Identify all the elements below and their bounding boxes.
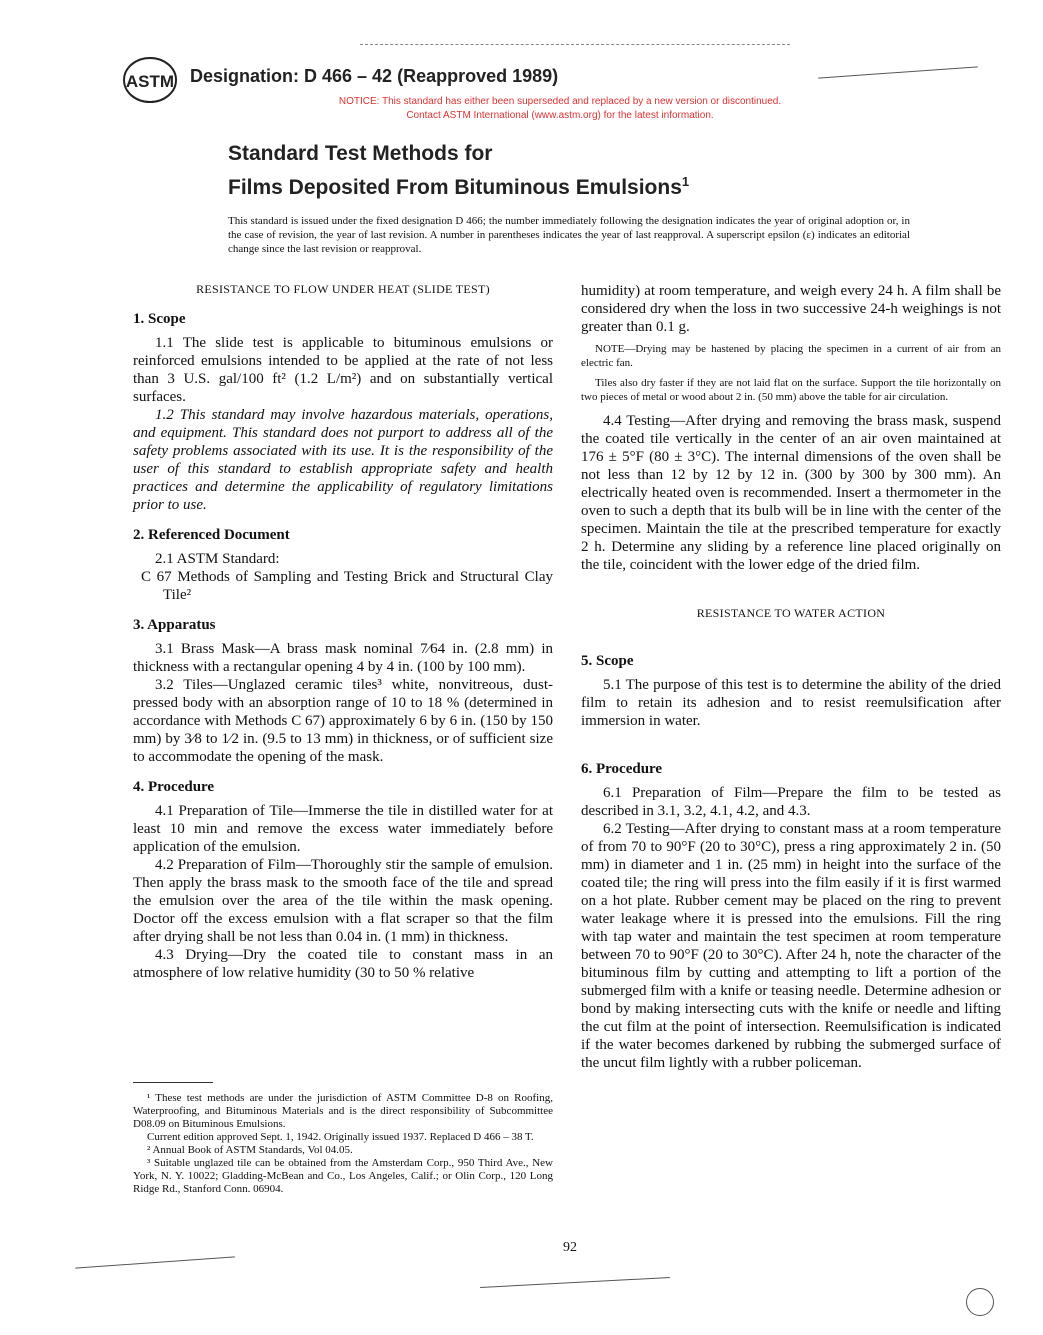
paragraph: 4.3 Drying—Dry the coated tile to constant mass in an atmosphere of low relative humidity (30 to 50 % relative <box>133 947 553 981</box>
section-heading: 2. Referenced Document <box>133 527 290 543</box>
paragraph: 4.2 Preparation of Film—Thoroughly stir the sample of emulsion. Then apply the brass mask to the smooth face of the tile and spread the emulsion over the area of the tile within the mask opening. Doctor off the excess emulsion with a flat scraper so that the film after drying shall be not less than 0.04 in. (1 mm) in thickness. <box>133 857 553 945</box>
right-column <box>581 282 1001 1072</box>
title-footnote-ref: 1 <box>681 174 690 189</box>
notice-line-1: NOTICE: This standard has either been superseded and replaced by a new version or discontinued. <box>338 96 782 107</box>
supersede-notice <box>300 95 820 123</box>
left-column <box>133 280 553 982</box>
paragraph-continued: humidity) at room temperature, and weigh every 24 h. A film shall be considered dry when the loss in two successive 24-h weighings is not greater than 0.1 g. <box>581 283 1001 335</box>
footnote-1: ¹ These test methods are under the jurisdiction of ASTM Committee D-8 on Roofing, Waterproofing, and Bituminous Materials and is the direct responsibility of Subcommittee D08.09 on Bituminous Emulsions. <box>133 1092 553 1130</box>
paragraph: 1.1 The slide test is applicable to bituminous emulsions or reinforced emulsions intended to be applied at the rate of not less than 3 U.S. gal/100 ft² (1.2 L/m²) and on substantially vertical surfaces. <box>133 335 553 405</box>
paragraph: 4.1 Preparation of Tile—Immerse the tile in distilled water for at least 10 min and remove the excess water immediately before application of the emulsion. <box>133 803 553 855</box>
paragraph-safety: 1.2 This standard may involve hazardous materials, operations, and equipment. This standard does not purport to address all of the safety problems associated with its use. It is the responsibility of the user of this standard to establish appropriate safety and health practices and determine the applicability of regulatory limitations prior to use. <box>133 407 553 513</box>
paragraph: 4.4 Testing—After drying and removing the brass mask, suspend the coated tile vertically in the center of an air oven maintained at 176 ± 5°F (80 ± 3°C). The internal dimensions of the oven shall be not less than 12 by 12 by 12 in. (300 by 300 by 300 mm). An electrically heated oven is recommended. Insert a thermometer in the oven to such a depth that its bulb will be in line with the center of the specimen. Maintain the tile at the prescribed temperature for exactly 2 h. Determine any sliding by a reference line placed originally on the tile, coincident with the lower edge of the dried film. <box>581 413 1001 573</box>
title-line-1: Standard Test Methods for <box>228 142 493 165</box>
section-banner-water-action: RESISTANCE TO WATER ACTION <box>696 606 886 620</box>
notice-line-2: Contact ASTM International (www.astm.org) for the latest information. <box>406 110 714 121</box>
section-heading: 3. Apparatus <box>133 617 216 633</box>
footnotes <box>133 1092 553 1196</box>
footnote-1b: Current edition approved Sept. 1, 1942. Originally issued 1937. Replaced D 466 – 38 T. <box>147 1131 534 1143</box>
paragraph: 6.2 Testing—After drying to constant mass at a room temperature of from 70 to 90°F (20 to 30°C), press a ring approximately 2 in. (50 mm) in diameter and 1 in. (25 mm) in height into the surface of the coated tile; the ring will press into the film easily if it is first warmed on a hot plate. Rubber cement may be placed on the ring to prevent water leakage where it is pressed into the emulsions. Fill the ring with tap water and maintain the test specimen at room temperature between 70 to 90°F (20 to 30°C). After 24 h, note the character of the bituminous film by cutting and attempting to lift a portion of the submerged film with a knife or teasing needle. Determine adhesion or bond by making intersecting cuts with the knife or needle and lifting the cut film at the point of intersection. Reemulsification is indicated if the water becomes darkened by rubbing the submerged surface of the uncut film lightly with a rubber policeman. <box>581 821 1001 1071</box>
note-1: NOTE—Drying may be hastened by placing the specimen in a current of air from an electric fan. <box>581 343 1001 369</box>
document-title <box>228 140 689 202</box>
section-heading: 4. Procedure <box>133 779 215 795</box>
paragraph: 2.1 ASTM Standard: <box>155 551 280 567</box>
designation: Designation: D 466 – 42 (Reapproved 1989) <box>190 66 559 86</box>
section-heading: 5. Scope <box>581 653 634 669</box>
paragraph: 3.1 Brass Mask—A brass mask nominal 7⁄64 in. (2.8 mm) in thickness with a rectangular opening 4 by 4 in. (100 by 100 mm). <box>133 641 553 675</box>
scan-circle <box>966 1288 994 1316</box>
scan-mark-bottom-center <box>480 1277 670 1288</box>
logo-text: ASTM <box>125 72 175 91</box>
title-line-2: Films Deposited From Bituminous Emulsions <box>228 176 682 199</box>
paragraph: 5.1 The purpose of this test is to determine the ability of the dried film to retain its adhesion and to resist reemulsification after immersion in water. <box>581 677 1001 729</box>
reference-item: C 67 Methods of Sampling and Testing Brick and Structural Clay Tile² <box>141 569 553 603</box>
scan-mark-top <box>360 44 790 45</box>
issue-note: This standard is issued under the fixed designation D 466; the number immediately following the designation indicates the year of original adoption or, in the case of revision, the year of last revision. A number in parentheses indicates the year of last reapproval. A superscript epsilon (ε) indicates an editorial change since the last revision or reapproval. <box>228 215 910 255</box>
section-banner-slide-test: RESISTANCE TO FLOW UNDER HEAT (SLIDE TEST) <box>196 282 490 296</box>
footnote-3: ³ Suitable unglazed tile can be obtained from the Amsterdam Corp., 950 Third Ave., New York, N. Y. 10022; Gladding-McBean and Co., Los Angeles, Calif.; or Olin Corp., 120 Long Ridge Rd., Stanford Conn. 06904. <box>133 1157 553 1195</box>
section-heading: 1. Scope <box>133 311 186 327</box>
footnote-2: ² Annual Book of ASTM Standards, Vol 04.05. <box>147 1144 353 1156</box>
paragraph: 6.1 Preparation of Film—Prepare the film to be tested as described in 3.1, 3.2, 4.1, 4.2, and 4.3. <box>581 785 1001 819</box>
page-number: 92 <box>563 1240 577 1255</box>
astm-logo <box>120 54 180 106</box>
note-2: Tiles also dry faster if they are not laid flat on the surface. Support the tile horizontally on two pieces of metal or wood about 2 in. (50 mm) above the table for air circulation. <box>581 377 1001 403</box>
section-heading: 6. Procedure <box>581 761 663 777</box>
footnote-rule <box>133 1082 213 1083</box>
scan-mark-bottom-left <box>75 1256 235 1268</box>
scan-mark-right <box>818 66 978 78</box>
paragraph: 3.2 Tiles—Unglazed ceramic tiles³ white, nonvitreous, dust-pressed body with an absorption range of 10 to 18 % (determined in accordance with Methods C 67) approximately 6 by 6 in. (150 by 150 mm) by 3⁄8 to 1⁄2 in. (9.5 to 13 mm) in thickness, or of sufficient size to accommodate the opening of the mask. <box>133 677 553 765</box>
